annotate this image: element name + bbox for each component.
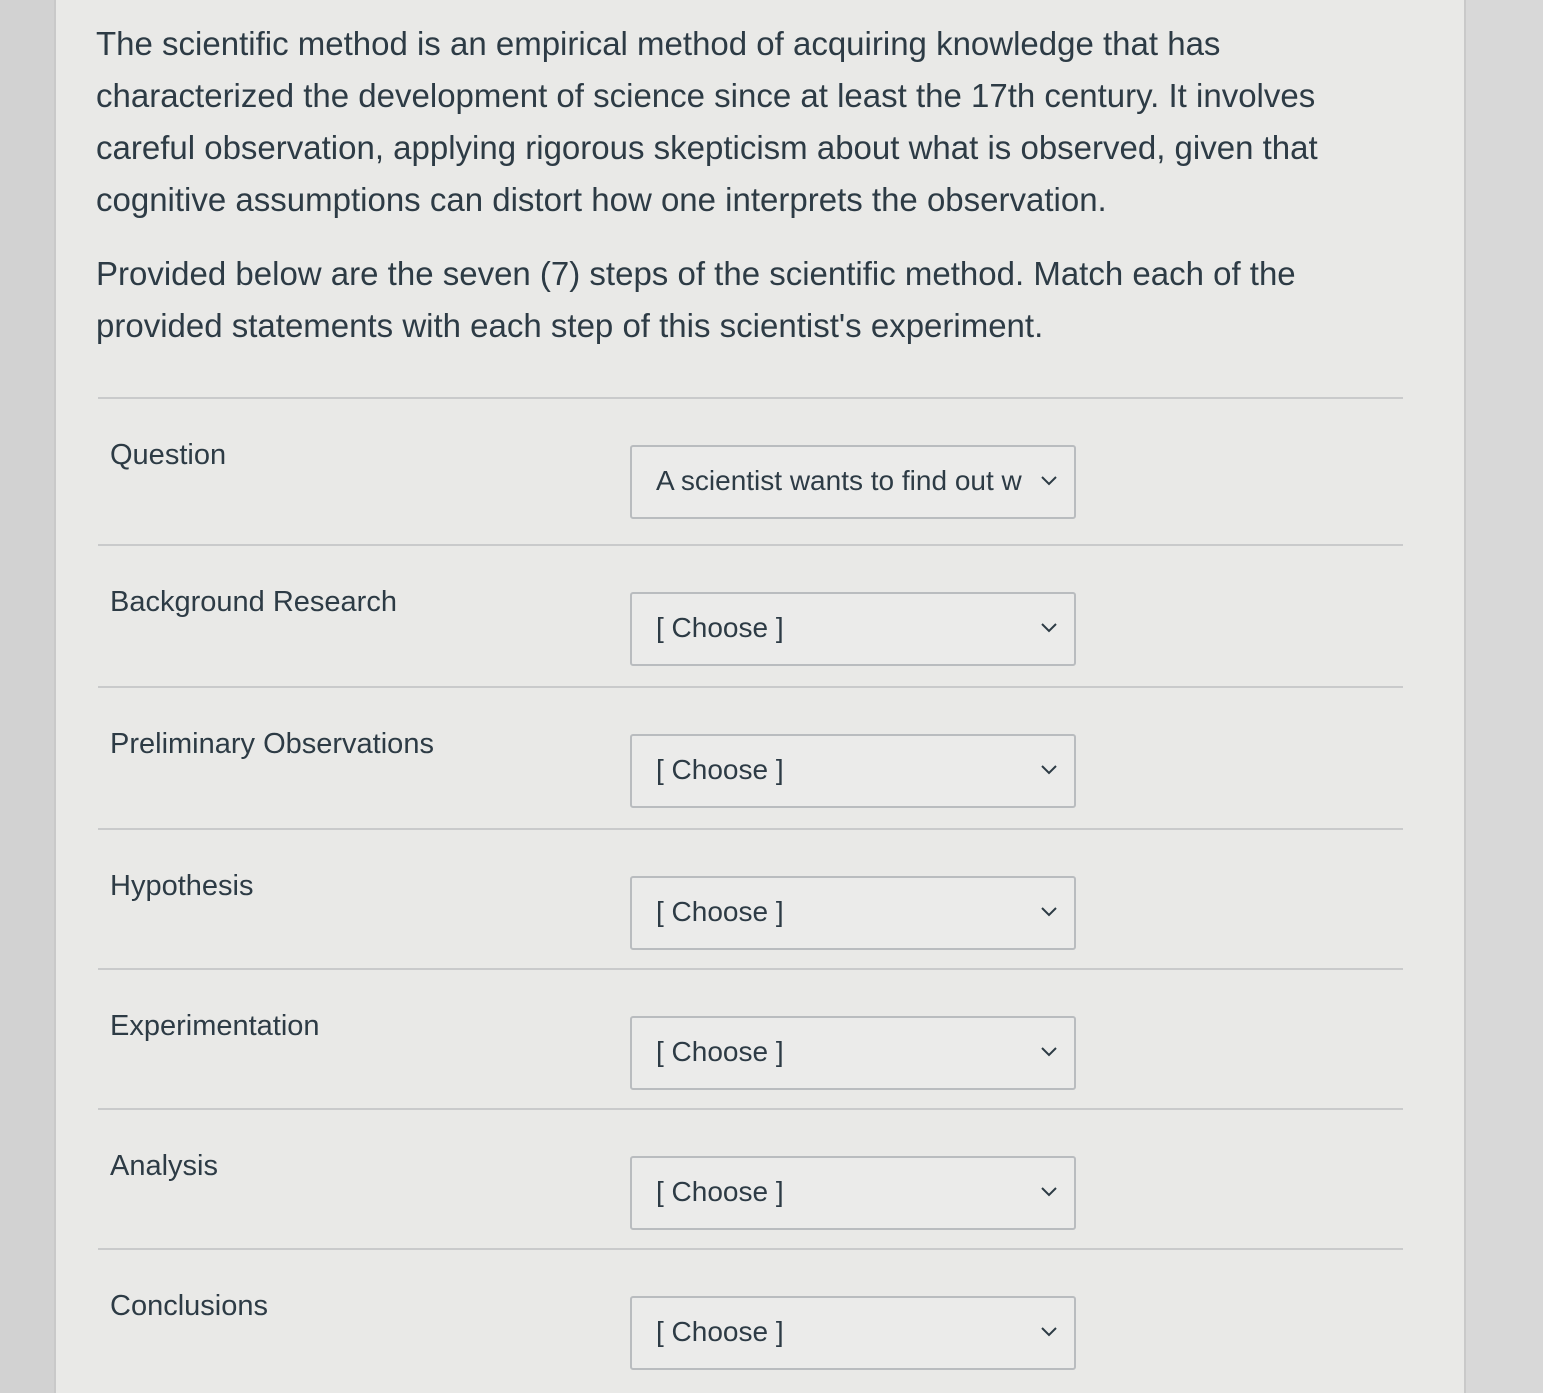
intro-paragraph-1: The scientific method is an empirical method of acquiring knowledge that has characterized the development of science since at least the 17th century. It involves careful observation, applying rigorous skepticism about what is observed, given that cognitive assumptions can distort how one interprets the observation. [96,25,1318,218]
answer-select-background-research[interactable] [630,592,1076,666]
select-value: [ Choose ] [656,1036,784,1067]
row-label: Background Research [110,586,397,618]
answer-select-conclusions[interactable] [630,1296,1076,1370]
select-value: [ Choose ] [656,1316,784,1347]
left-margin [0,0,54,1393]
select-value: [ Choose ] [656,1176,784,1207]
chevron-down-icon [1038,1040,1060,1062]
chevron-down-icon [1038,758,1060,780]
answer-select-experimentation[interactable] [630,1016,1076,1090]
answer-select-preliminary-observations[interactable] [630,734,1076,808]
intro-paragraph-2: Provided below are the seven (7) steps of the scientific method. Match each of the provided statements with each step of this scientist's experiment. [96,255,1296,344]
row-label: Analysis [110,1150,218,1182]
select-value: [ Choose ] [656,896,784,927]
match-row-preliminary-observations [98,686,1403,826]
select-value: [ Choose ] [656,754,784,785]
match-row-analysis [98,1108,1403,1248]
match-row-background-research [98,544,1403,684]
select-value: [ Choose ] [656,612,784,643]
answer-select-question[interactable] [630,445,1076,519]
match-row-conclusions [98,1248,1403,1388]
chevron-down-icon [1038,900,1060,922]
answer-select-hypothesis[interactable] [630,876,1076,950]
row-label: Preliminary Observations [110,728,434,760]
row-label: Hypothesis [110,870,254,902]
match-row-hypothesis [98,828,1403,968]
row-label: Experimentation [110,1010,320,1042]
question-text [96,18,1346,374]
chevron-down-icon [1038,1180,1060,1202]
row-label: Question [110,439,227,471]
match-row-question [98,397,1403,537]
match-row-experimentation [98,968,1403,1108]
select-value: A scientist wants to find out w [656,465,1022,496]
row-label: Conclusions [110,1290,268,1322]
chevron-down-icon [1038,469,1060,491]
answer-select-analysis[interactable] [630,1156,1076,1230]
chevron-down-icon [1038,1320,1060,1342]
right-margin [1466,0,1543,1393]
chevron-down-icon [1038,616,1060,638]
